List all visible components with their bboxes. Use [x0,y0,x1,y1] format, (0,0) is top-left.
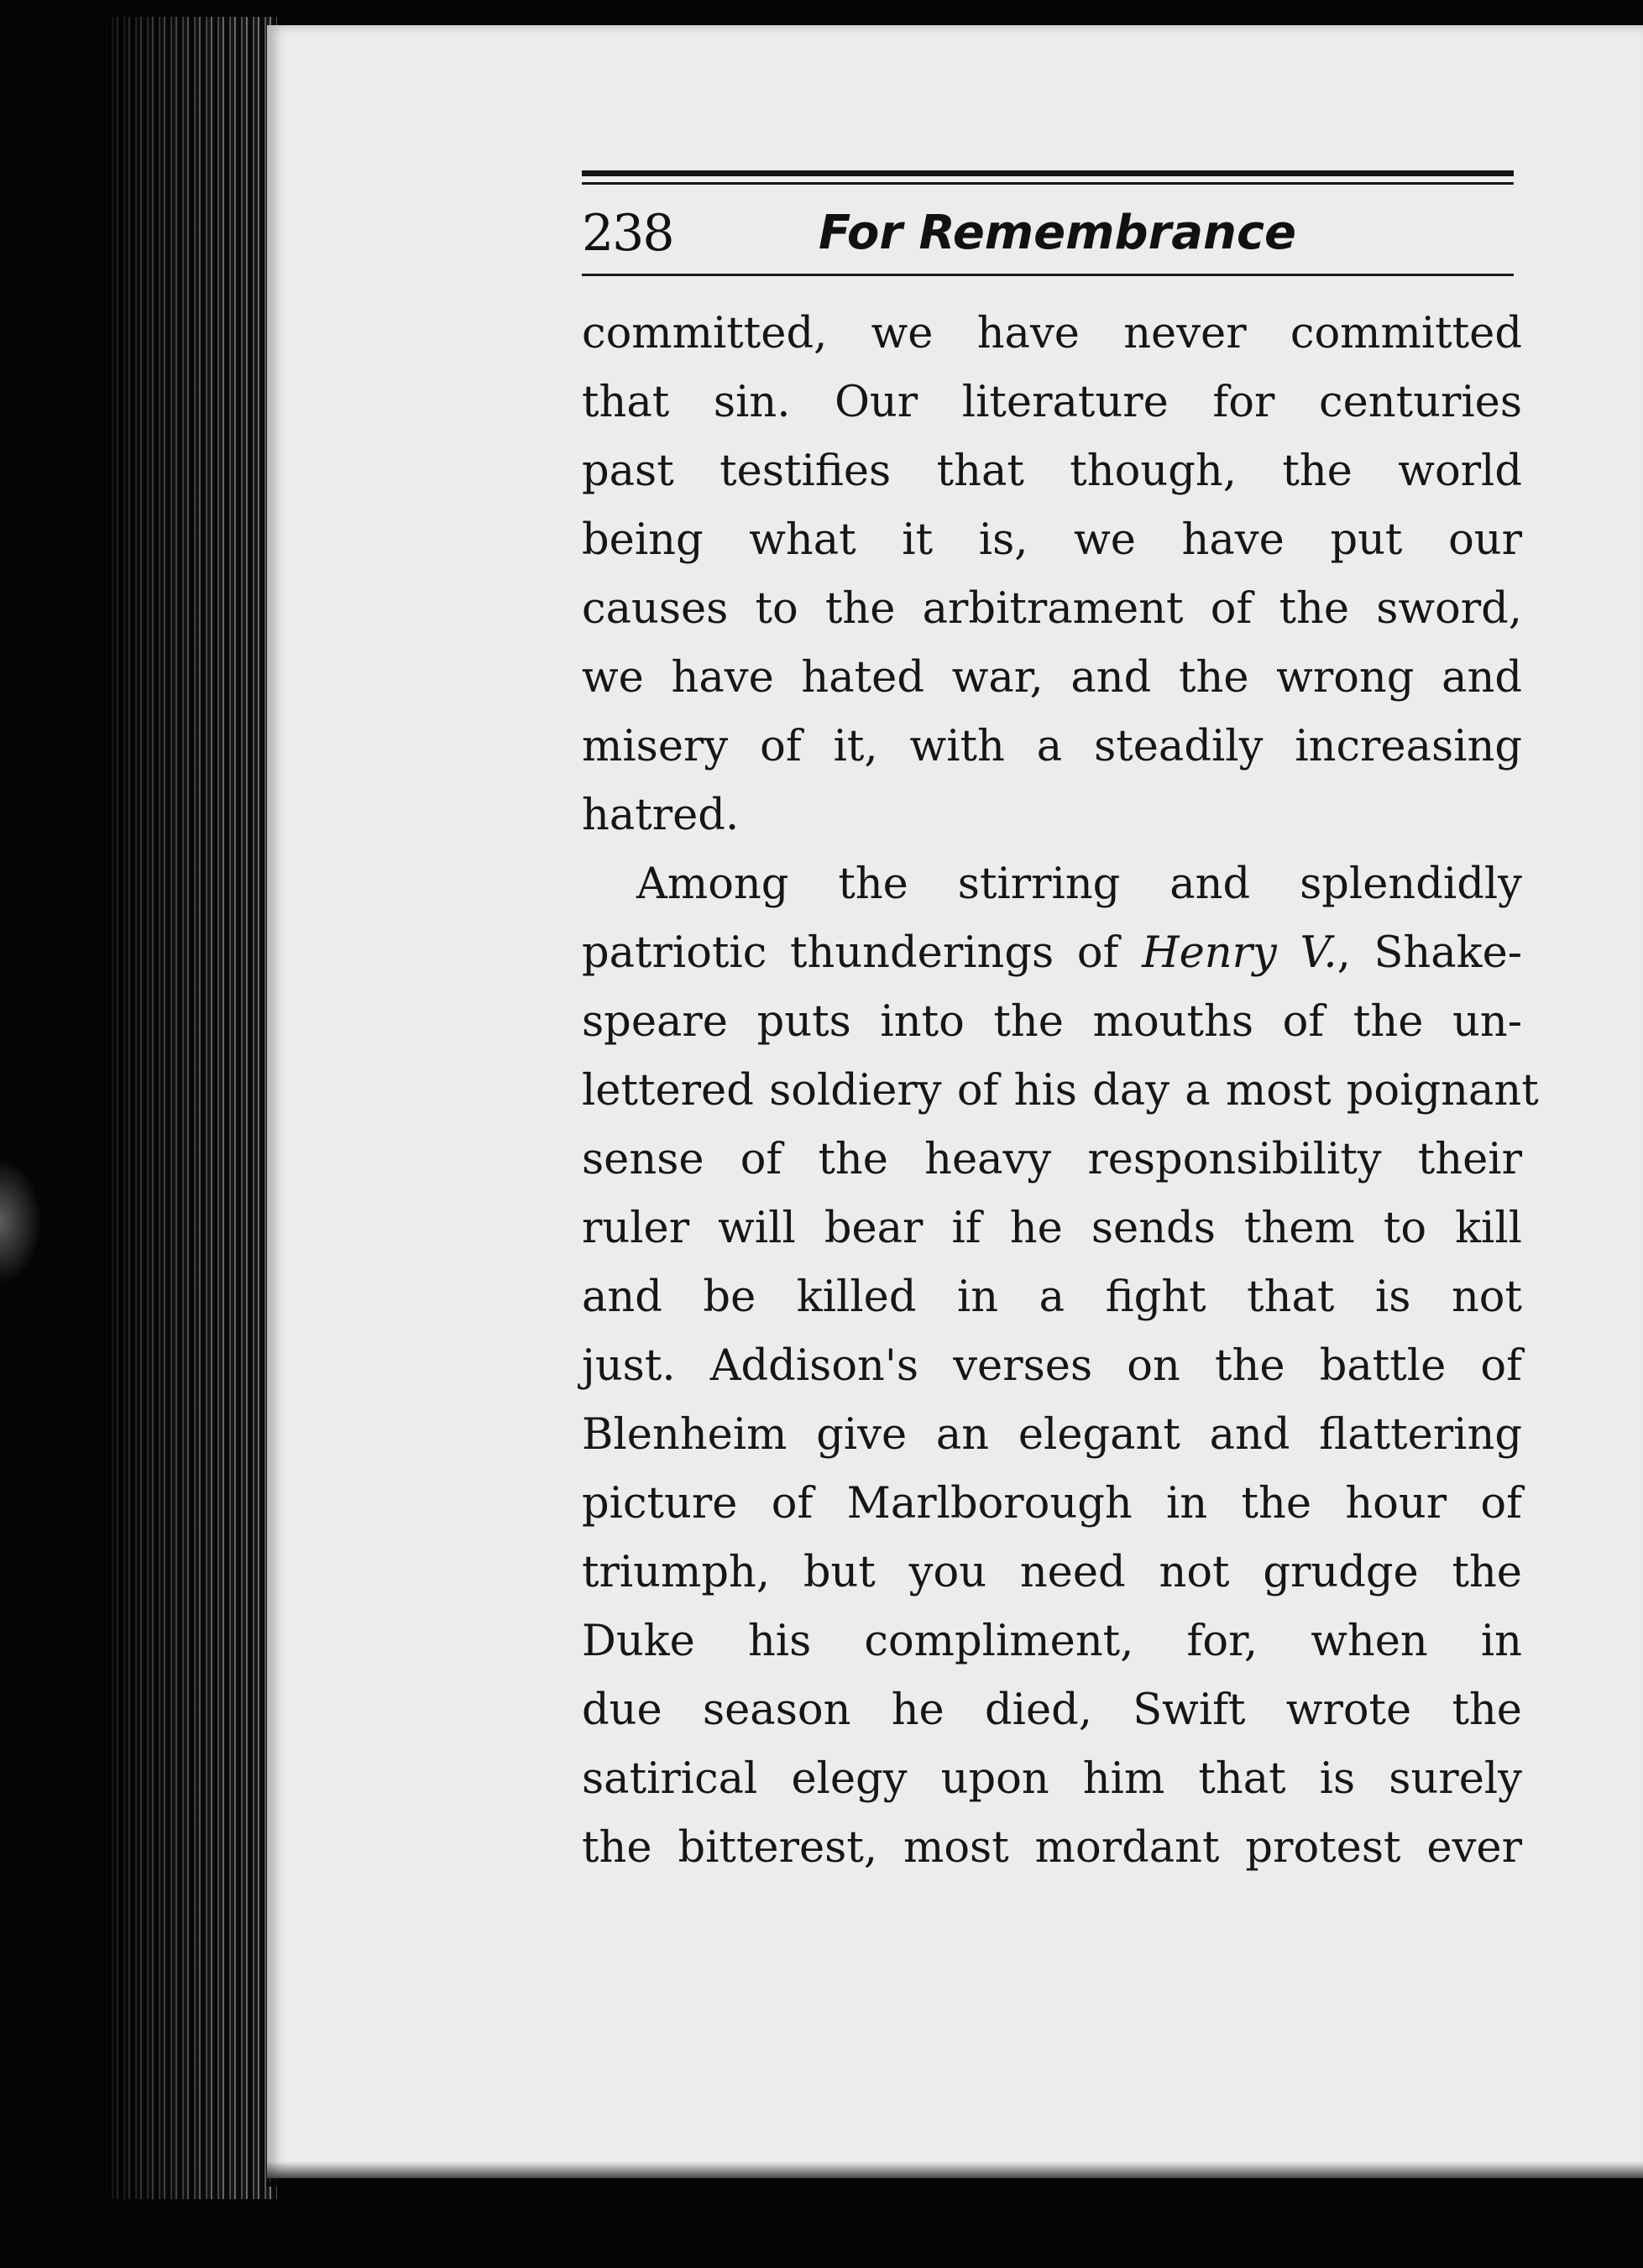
text-line: picture of Marlborough in the hour of [582,1479,1522,1529]
text-line: Blenheim give an elegant and flattering [582,1410,1522,1460]
scanner-glare [0,1158,42,1284]
paragraph [582,300,1522,850]
text-span: patriotic thunderings of [582,928,1143,978]
text-line: sense of the heavy responsibility their [582,1135,1522,1184]
text-line: speare puts into the mouths of the un- [582,997,1522,1047]
text-line: hatred. [582,791,740,840]
text-line: Among the stirring and splendidly [636,860,1522,909]
text-line: just. Addison's verses on the battle of [582,1341,1522,1391]
text-line: committed, we have never committed [582,309,1522,358]
header-rule-thick [582,170,1514,176]
text-line: misery of it, with a steadily increasing [582,722,1522,771]
paragraph [582,850,1539,1883]
text-line: we have hated war, and the wrong and [582,653,1522,703]
text-line: ruler will bear if he sends them to kill [582,1204,1522,1253]
header-rule-bottom [582,274,1514,276]
text-line: being what it is, we have put our [582,515,1522,565]
text-line: that sin. Our literature for centuries [582,378,1522,427]
text-line: triumph, but you need not grudge the [582,1548,1522,1597]
text-line: satirical elegy upon him that is surely [582,1754,1522,1804]
page-number: 238 [582,204,673,263]
text-line: Duke his compliment, for, when in [582,1617,1522,1666]
page-edge-shadow [109,17,277,2199]
running-title: For Remembrance [819,206,1297,260]
running-head [582,200,1514,267]
text-line: lettered soldiery of his day a most poignant [582,1066,1539,1116]
text-line: and be killed in a fight that is not [582,1272,1522,1322]
text-span: , Shake- [1337,928,1522,978]
text-body [582,300,1539,1883]
play-title: Henry V. [1142,928,1337,978]
text-line: past testifies that though, the world [582,447,1522,496]
text-line [582,919,1522,988]
text-line: causes to the arbitrament of the sword, [582,584,1522,634]
text-line: due season he died, Swift wrote the [582,1685,1522,1735]
text-line: the bitterest, most mordant protest ever [582,1823,1522,1873]
page-bottom-shadow [267,2161,1643,2187]
header-rule-thin [582,182,1514,185]
